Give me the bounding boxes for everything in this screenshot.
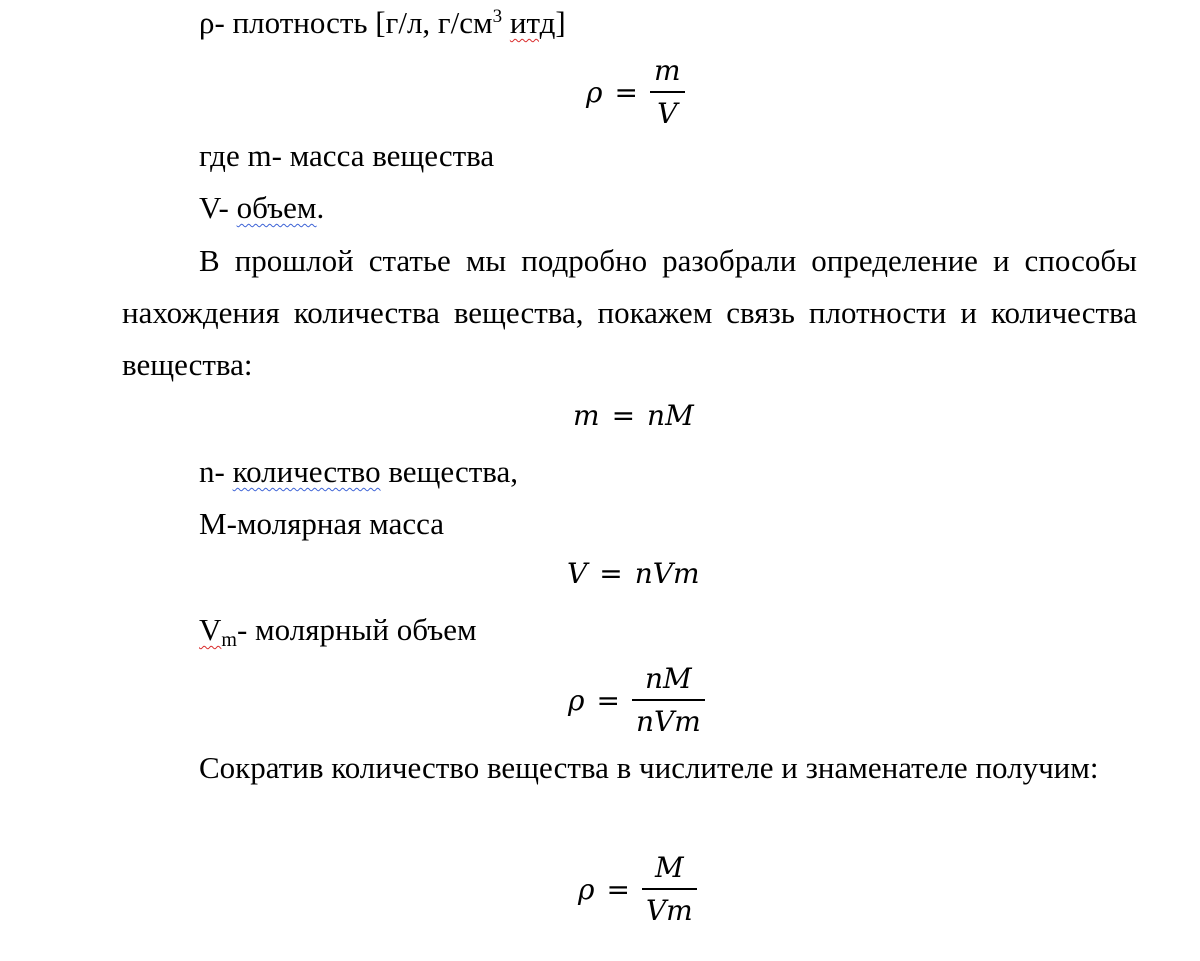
spellcheck-word: объем (236, 190, 317, 225)
conclusion-text: Сократив количество вещества в числителе и знаменателе получим: (199, 750, 1099, 785)
mass-definition: где m- масса вещества (199, 138, 495, 173)
spellcheck-word: $V_m$ (199, 612, 237, 651)
paragraph-line-2: нахождения количества вещества, покажем связь плотности и количества (122, 295, 1138, 330)
fraction: $\frac{M}{Vm}$ (642, 851, 697, 927)
amount-definition: n- количество вещества, (199, 454, 518, 489)
equation-mass: m = nM (573, 399, 694, 432)
spellcheck-word: итд (509, 5, 556, 40)
equation-density: ρ = $\frac{m}{V}$ (586, 54, 685, 130)
fraction: $\frac{m}{V}$ (650, 54, 685, 130)
equation-density-final: ρ = $\frac{M}{Vm}$ (578, 851, 697, 927)
spellcheck-word: количество (232, 454, 381, 489)
fraction: $\frac{nM}{\text{nVm}}$ (632, 662, 705, 738)
molar-mass-definition: M-молярная масса (199, 506, 445, 541)
volume-definition: V- объем. (199, 190, 325, 225)
density-definition: ρ- плотность [г/л, $г/см^3$ итд] (199, 5, 566, 40)
paragraph-line-3: вещества: (122, 347, 253, 382)
molar-volume-definition: $V_m-$ молярный объем (199, 612, 477, 651)
paragraph-line-1: В прошлой статье мы подробно разобрали определение и способы (199, 243, 1138, 278)
equation-density-expanded: ρ = $\frac{nM}{\text{nVm}}$ (568, 662, 705, 738)
equation-volume: V = nVm (567, 557, 700, 590)
